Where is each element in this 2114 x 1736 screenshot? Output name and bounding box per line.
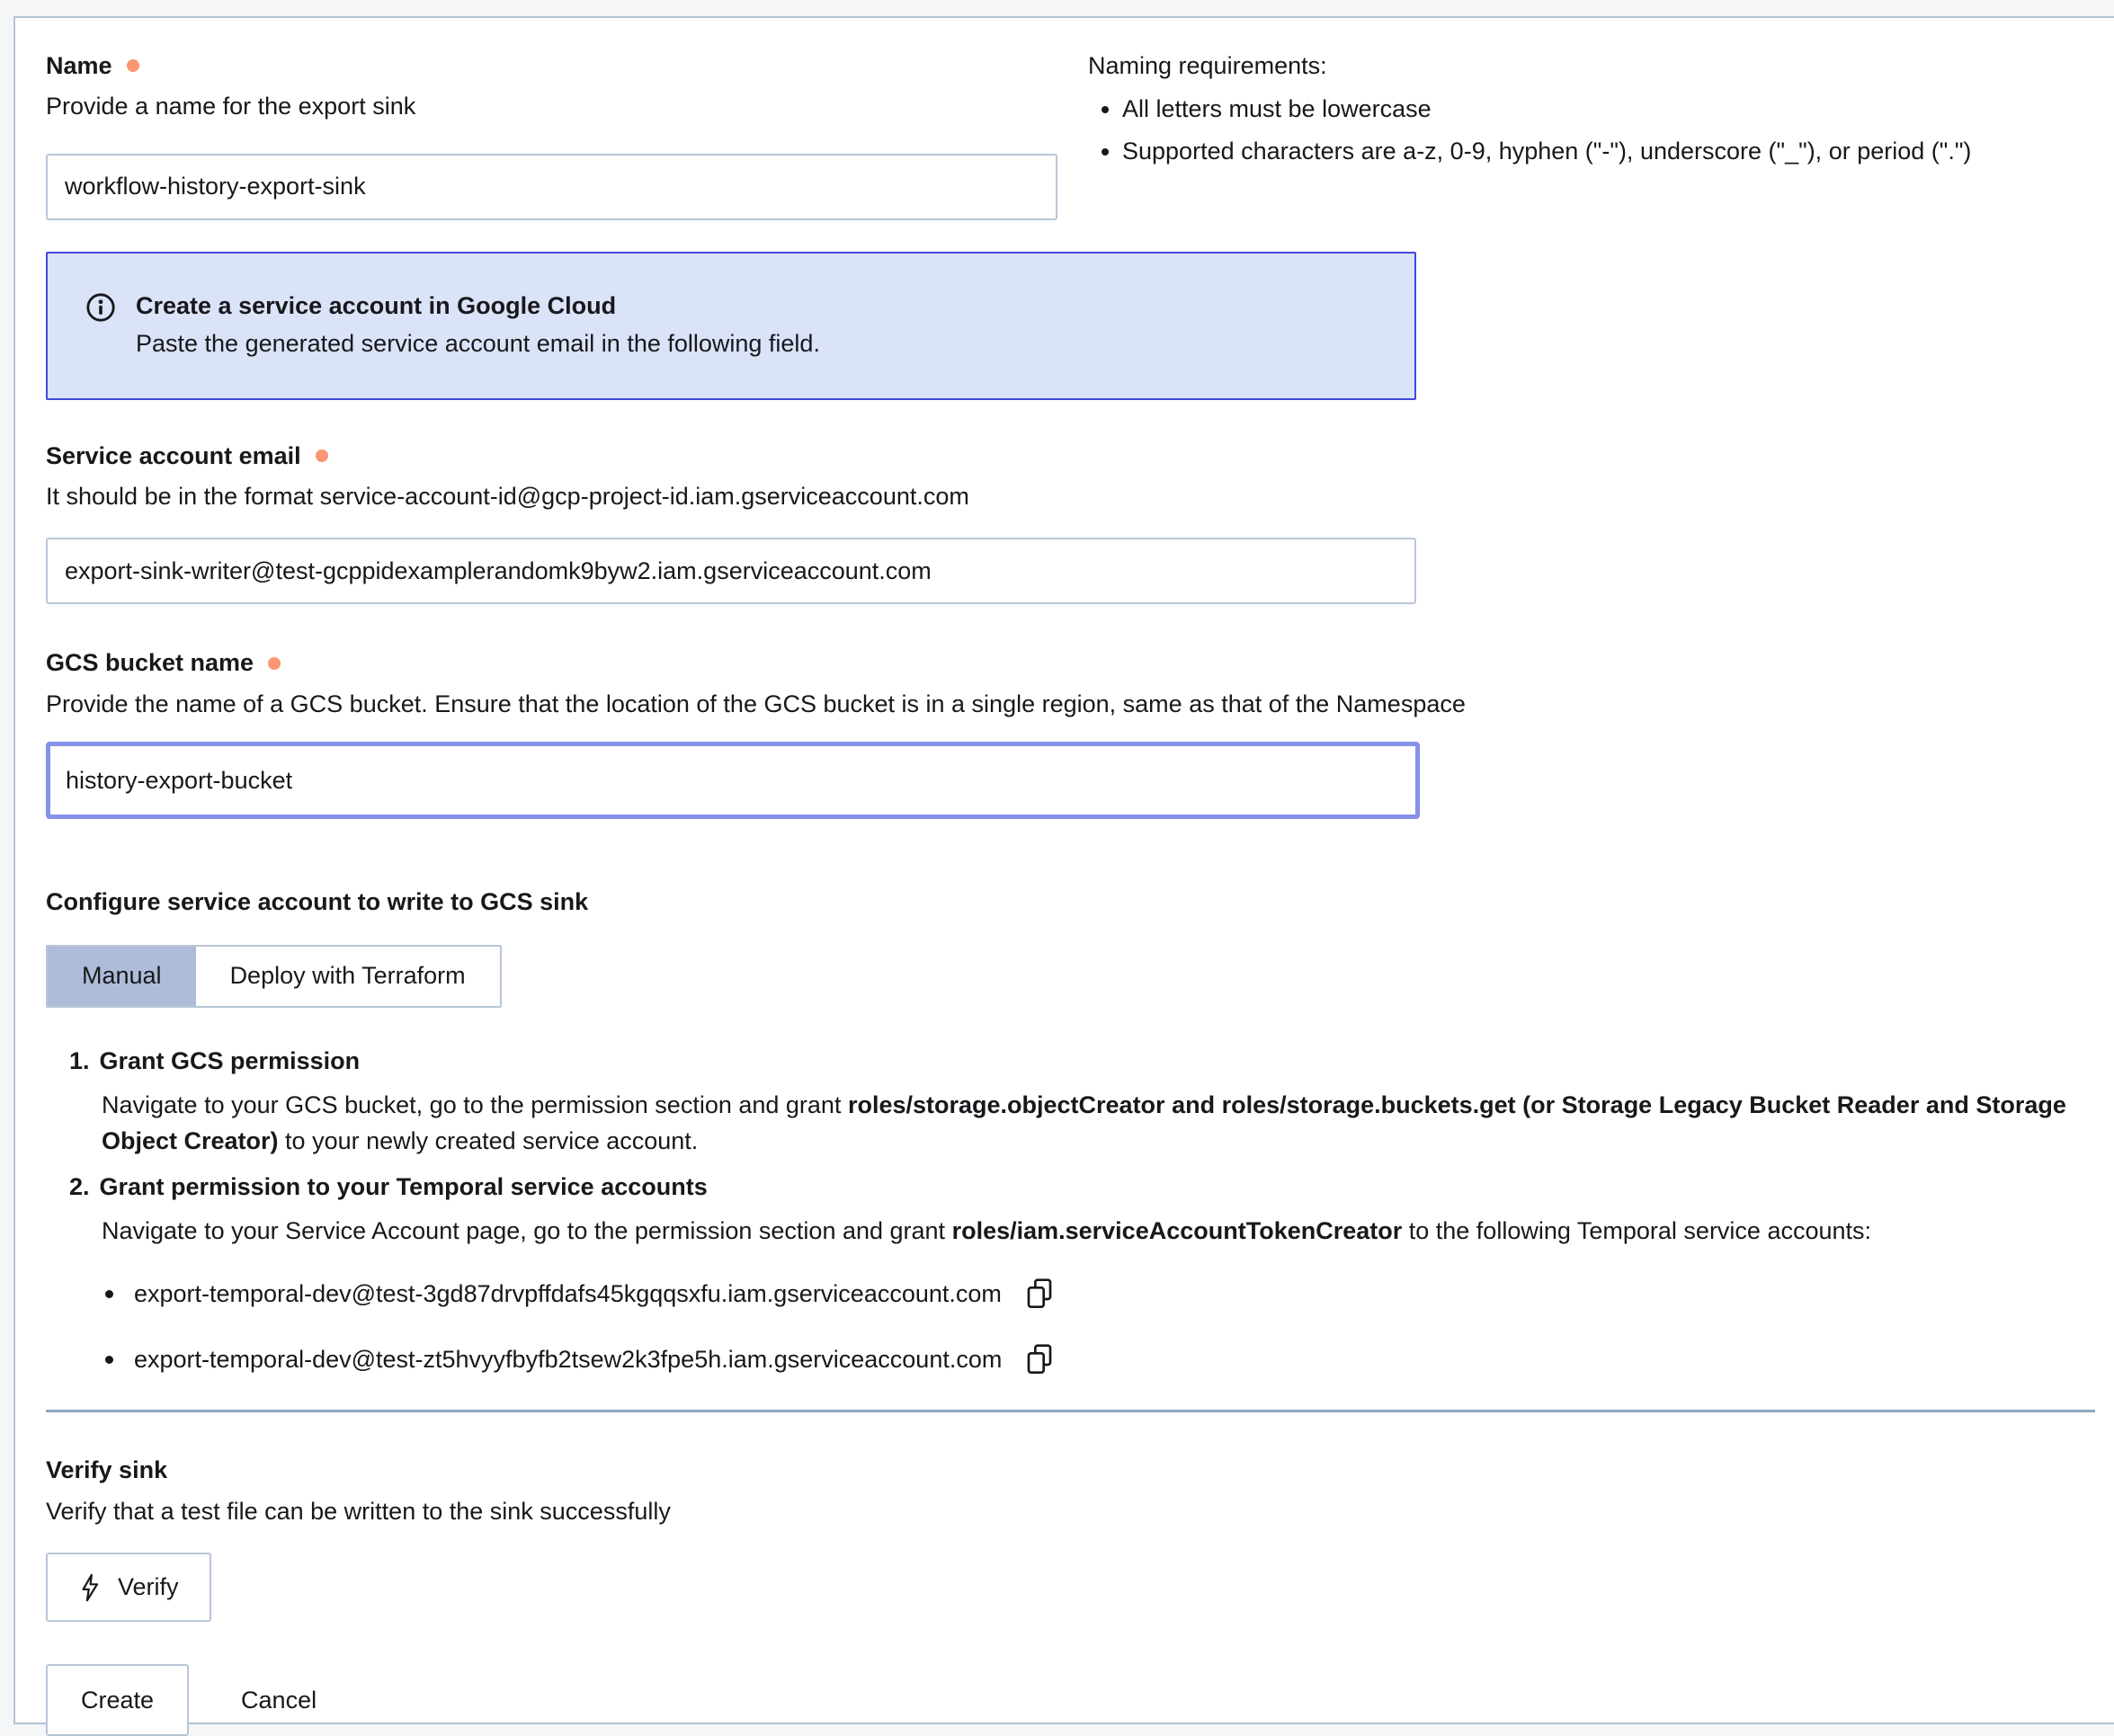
gcs-bucket-name-label-text: GCS bucket name — [46, 649, 254, 677]
name-field-group — [46, 51, 1057, 220]
service-account-email-input[interactable] — [46, 538, 1416, 604]
cancel-button[interactable]: Cancel — [207, 1664, 351, 1736]
naming-requirement-item: • All letters must be lowercase — [1122, 94, 2095, 123]
step-title-text: Grant permission to your Temporal service accounts — [99, 1172, 708, 1200]
step-body-text: to your newly created service account. — [278, 1126, 699, 1154]
temporal-service-account-item — [105, 1278, 2095, 1310]
required-dot — [316, 450, 328, 462]
service-account-email-group — [46, 441, 2095, 605]
required-dot — [127, 59, 139, 72]
gcs-bucket-name-input[interactable] — [46, 742, 1420, 819]
step-number: 1. — [69, 1046, 90, 1074]
name-input[interactable] — [46, 154, 1057, 220]
verify-button[interactable] — [46, 1553, 211, 1622]
temporal-service-account-email: export-temporal-dev@test-zt5hvyyfbyfb2tsew2k3fpe5h.iam.gserviceaccount.com — [134, 1346, 1003, 1374]
tab-deploy-with-terraform[interactable]: Deploy with Terraform — [196, 947, 500, 1006]
step-body — [102, 1087, 2071, 1159]
form-actions — [46, 1664, 2095, 1736]
tab-manual[interactable]: Manual — [48, 947, 196, 1006]
naming-requirement-item: • Supported characters are a-z, 0-9, hyphen ("-"), underscore ("_"), or period (".") — [1122, 137, 2095, 165]
temporal-service-accounts-list — [105, 1278, 2095, 1375]
step-body — [102, 1213, 2071, 1249]
verify-sink-title: Verify sink — [46, 1456, 168, 1484]
divider — [46, 1410, 2095, 1412]
step-title — [69, 1172, 2095, 1201]
step-body-text: Navigate to your Service Account page, go to the permission section and grant — [102, 1217, 952, 1245]
name-label-text: Name — [46, 52, 112, 79]
step-body-bold: roles/storage.objectCreator and roles/storage.buckets.get (or Storage Legacy Bucket Reader and Storage Object Creator) — [102, 1091, 2066, 1154]
copy-button[interactable] — [1025, 1343, 1054, 1375]
step-title — [69, 1046, 2095, 1075]
gcs-bucket-name-description: Provide the name of a GCS bucket. Ensure that the location of the GCS bucket is in a single region, same as that of the Namespace — [46, 690, 1466, 717]
verify-sink-description: Verify that a test file can be written to the sink successfully — [46, 1497, 671, 1525]
copy-icon — [1025, 1343, 1054, 1375]
manual-steps — [46, 1046, 2095, 1376]
info-banner-description: Paste the generated service account email in the following field. — [136, 330, 820, 358]
temporal-service-account-item — [105, 1343, 2095, 1375]
info-banner — [46, 252, 1416, 400]
name-label — [46, 51, 1057, 80]
create-button[interactable]: Create — [46, 1664, 189, 1736]
required-dot — [268, 657, 281, 670]
step-grant-temporal-permission — [69, 1172, 2095, 1375]
naming-requirements — [1088, 51, 2095, 165]
verify-sink-section — [46, 1456, 2095, 1622]
verify-button-label: Verify — [118, 1573, 179, 1601]
name-description: Provide a name for the export sink — [46, 93, 416, 120]
service-account-email-label — [46, 441, 2095, 470]
temporal-service-account-email: export-temporal-dev@test-3gd87drvpffdafs45kgqqsxfu.iam.gserviceaccount.com — [134, 1280, 1002, 1308]
naming-requirements-title: Naming requirements: — [1088, 52, 1327, 79]
info-icon — [85, 292, 116, 359]
step-body-text: Navigate to your GCS bucket, go to the permission section and grant — [102, 1091, 848, 1118]
copy-icon — [1025, 1278, 1054, 1310]
gcs-bucket-name-group — [46, 648, 2095, 819]
copy-button[interactable] — [1025, 1278, 1054, 1310]
service-account-email-label-text: Service account email — [46, 441, 301, 469]
service-account-email-description: It should be in the format service-account-id@gcp-project-id.iam.gserviceaccount.com — [46, 482, 969, 510]
step-body-bold: roles/iam.serviceAccountTokenCreator — [951, 1217, 1403, 1245]
export-sink-form — [13, 16, 2114, 1724]
info-banner-text — [136, 291, 820, 359]
step-title-text: Grant GCS permission — [99, 1046, 361, 1074]
top-row — [46, 51, 2095, 220]
configure-section-title: Configure service account to write to GCS sink — [46, 888, 589, 916]
naming-requirements-list — [1088, 94, 2095, 165]
gcs-bucket-name-label — [46, 648, 2095, 677]
configure-tabs — [46, 945, 502, 1008]
step-number: 2. — [69, 1172, 90, 1200]
lightning-icon — [78, 1573, 102, 1602]
step-grant-gcs-permission — [69, 1046, 2095, 1159]
info-banner-title: Create a service account in Google Cloud — [136, 291, 617, 319]
step-body-text: to the following Temporal service accounts: — [1402, 1217, 1872, 1245]
